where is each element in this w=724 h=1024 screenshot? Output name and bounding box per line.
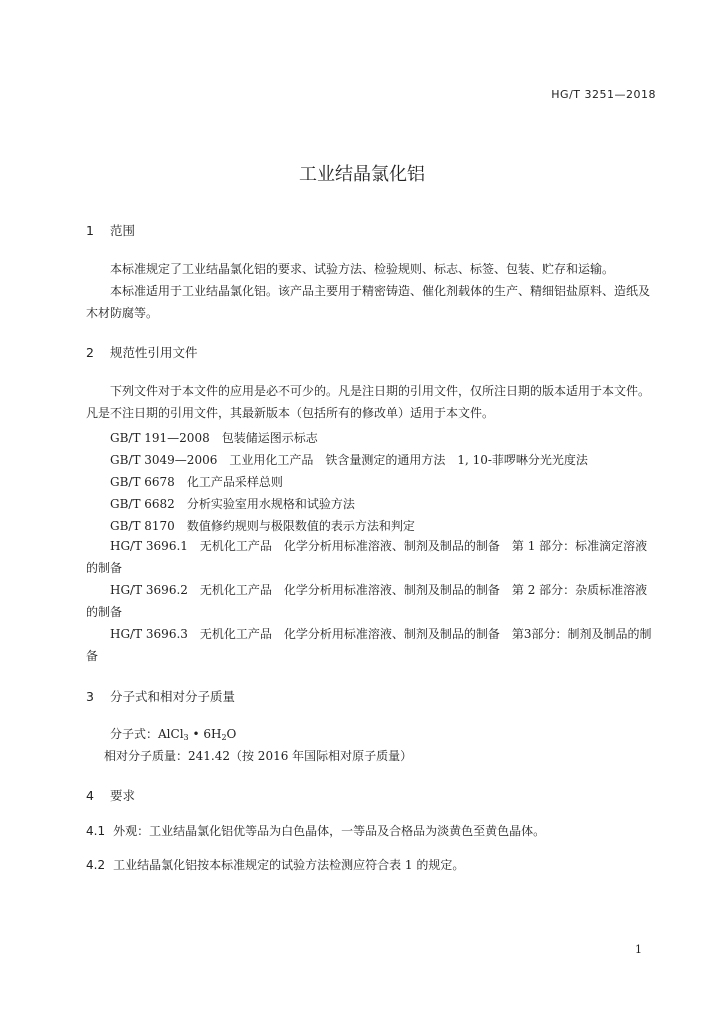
reference-code: GB/T 6678 [110, 475, 175, 489]
section-1-heading [86, 221, 135, 239]
page-number: 1 [635, 943, 642, 956]
section-number: 4 [86, 788, 94, 803]
reference-line [110, 517, 415, 534]
standard-code: HG/T 3251—2018 [551, 88, 656, 101]
requirement-text: 外观：工业结晶氯化铝优等品为白色晶体，一等品及合格品为淡黄色至黄色晶体。 [113, 824, 546, 838]
section-2-heading [86, 343, 198, 361]
section-number: 2 [86, 345, 94, 360]
section-3-heading [86, 687, 235, 705]
requirement-item [86, 856, 464, 873]
requirement-item [86, 822, 545, 839]
formula-subscript: 2 [221, 733, 227, 742]
formula-part: • 6H [188, 727, 222, 741]
reference-line [110, 429, 318, 446]
section-title: 规范性引用文件 [109, 345, 198, 360]
scope-paragraph-1: 本标准规定了工业结晶氯化铝的要求、试验方法、检验规则、标志、标签、包装、贮存和运输。 [110, 262, 615, 276]
reference-title: 数值修约规则与极限数值的表示方法和判定 [186, 519, 415, 533]
formula-label: 分子式： [110, 727, 159, 741]
reference-code: GB/T 3049—2006 [110, 453, 218, 467]
reference-title: 分析实验室用水规格和试验方法 [186, 497, 355, 511]
section-number: 3 [86, 689, 94, 704]
section-title: 要求 [109, 788, 135, 803]
requirement-number: 4.1 [86, 824, 106, 838]
document-title: 工业结晶氯化铝 [299, 164, 425, 185]
reference-line [110, 495, 355, 512]
reference-line [110, 473, 283, 490]
reference-title: 化工产品采样总则 [186, 475, 283, 489]
section-number: 1 [86, 223, 94, 238]
molecular-formula [110, 725, 236, 742]
section-4-heading [86, 786, 135, 804]
reference-paragraph: HG/T 3696.1 无机化工产品 化学分析用标准溶液、制剂及制品的制备 第 1 部分：标准滴定溶液的制备 [86, 539, 648, 575]
reference-title: 工业用化工产品 铁含量测定的通用方法 1, 10-菲啰啉分光光度法 [229, 453, 588, 467]
section-title: 范围 [109, 223, 135, 238]
requirement-number: 4.2 [86, 858, 106, 872]
requirement-text: 工业结晶氯化铝按本标准规定的试验方法检测应符合表 1 的规定。 [113, 858, 465, 872]
section-title: 分子式和相对分子质量 [109, 689, 235, 704]
reference-paragraph: HG/T 3696.3 无机化工产品 化学分析用标准溶液、制剂及制品的制备 第3部分：制剂及制品的制备 [86, 627, 652, 663]
reference-title: 包装储运图示标志 [221, 431, 318, 445]
reference-code: GB/T 191—2008 [110, 431, 210, 445]
scope-paragraph-2: 本标准适用于工业结晶氯化铝。该产品主要用于精密铸造、催化剂载体的生产、精细铝盐原料、造纸及木材防腐等。 [86, 284, 651, 320]
reference-line [110, 451, 588, 468]
relative-molecular-mass: 相对分子质量：241.42（按 2016 年国际相对原子质量） [104, 749, 413, 763]
formula-subscript: 3 [183, 733, 189, 742]
formula-part: O [226, 727, 237, 741]
reference-paragraph: HG/T 3696.2 无机化工产品 化学分析用标准溶液、制剂及制品的制备 第 2 部分：杂质标准溶液的制备 [86, 583, 648, 619]
formula-part: AlCl [158, 727, 184, 741]
reference-code: GB/T 8170 [110, 519, 175, 533]
references-intro: 下列文件对于本文件的应用是必不可少的。凡是注日期的引用文件，仅所注日期的版本适用于本文件。凡是不注日期的引用文件，其最新版本（包括所有的修改单）适用于本文件。 [86, 384, 651, 420]
reference-code: GB/T 6682 [110, 497, 175, 511]
